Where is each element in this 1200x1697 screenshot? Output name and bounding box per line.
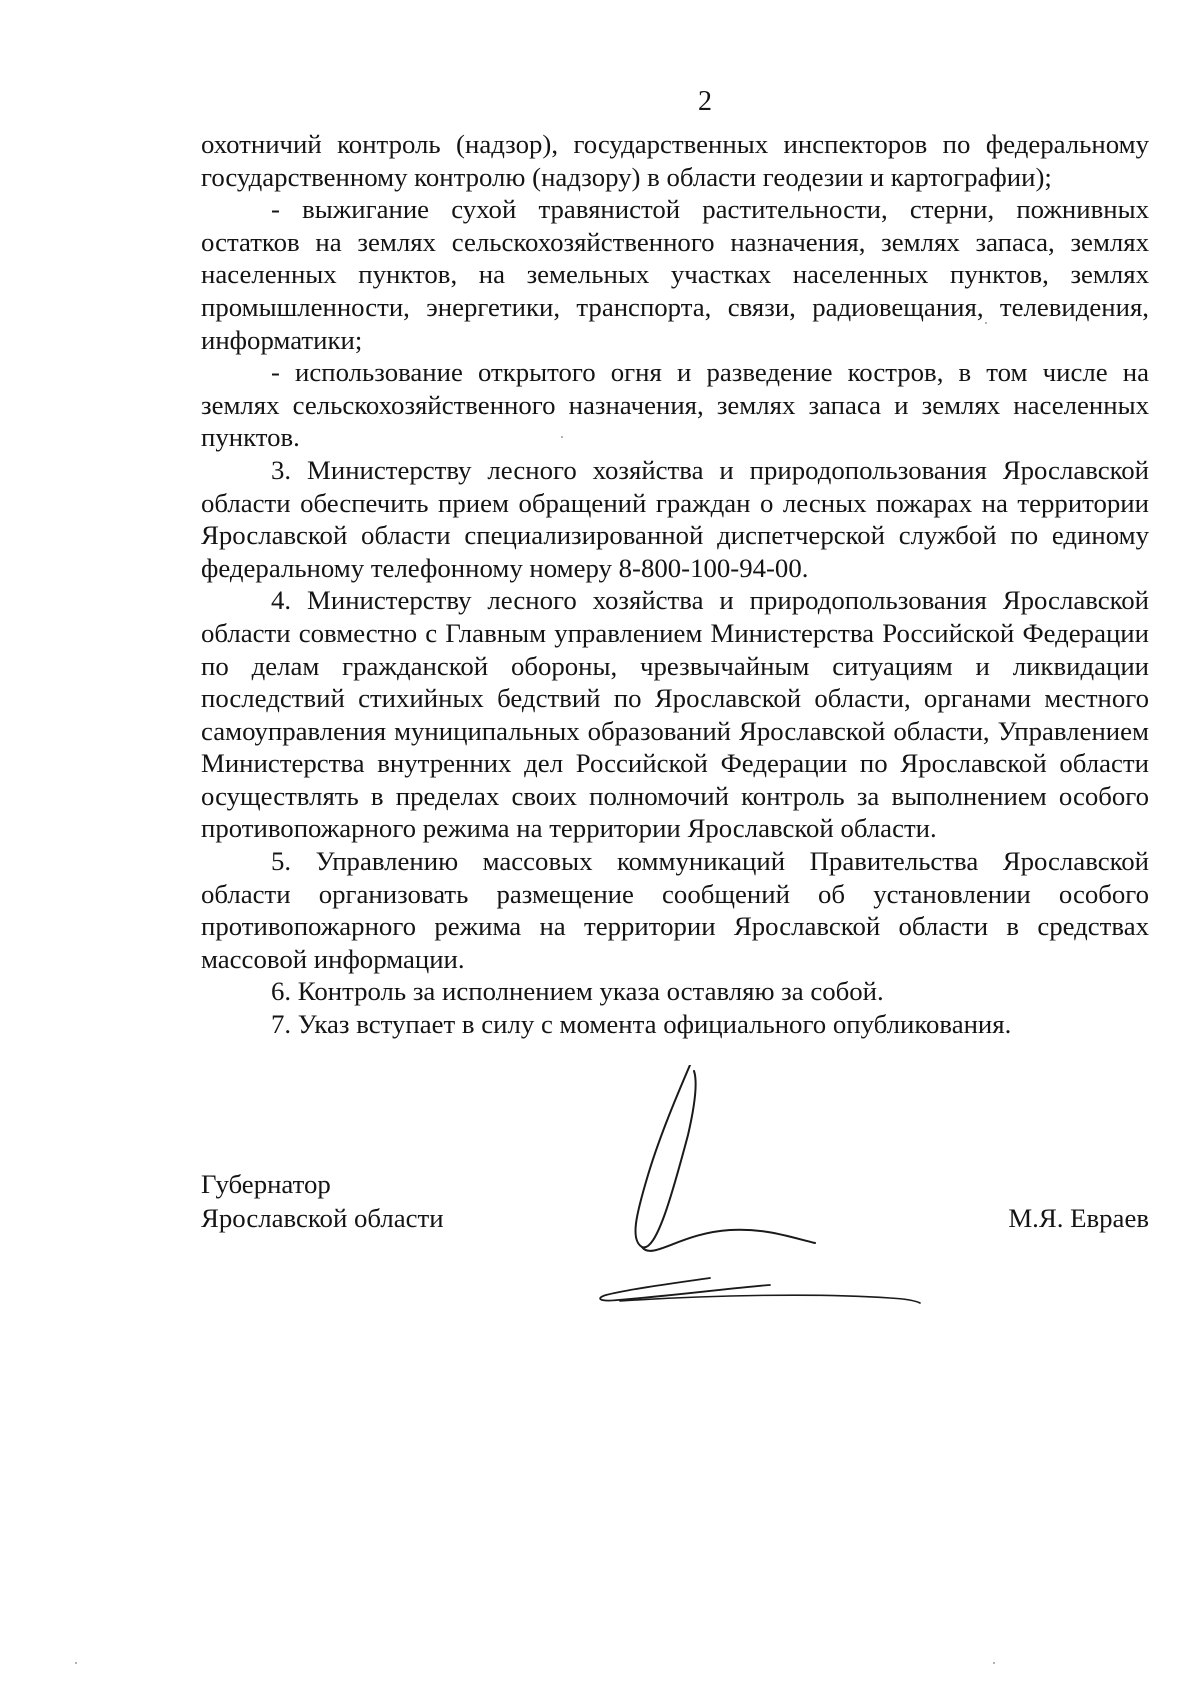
page-number: 2 bbox=[698, 86, 712, 117]
document-body bbox=[201, 128, 1149, 1041]
scan-speck bbox=[993, 1662, 995, 1664]
handwritten-signature bbox=[590, 1065, 980, 1320]
scan-speck bbox=[985, 322, 987, 324]
signatory-name: М.Я. Евраев bbox=[1008, 1203, 1149, 1233]
paragraph-item-5: 5. Управлению массовых коммуникаций Правительства Ярославской области организовать размещение сообщений об установлении особого противопожарного режима на территории Ярославской области в средствах массовой информации. bbox=[201, 846, 1149, 974]
paragraph-item-6: 6. Контроль за исполнением указа оставляю за собой. bbox=[271, 976, 884, 1007]
paragraph-item-3: 3. Министерству лесного хозяйства и природопользования Ярославской области обеспечить прием обращений граждан о лесных пожарах на территории Ярославской области специализированной диспетчерской службой по единому федеральному телефонному номеру 8-800-100-94-00. bbox=[201, 454, 1149, 583]
paragraph-burning-prohibition: - выжигание сухой травянистой растительности, стерни, пожнивных остатков на землях сельскохозяйственного назначения, землях запаса, землях населенных пунктов, на земельных участках населенных пунктов, землях промышленности, энергетики, транспорта, связи, радиовещания, телевидения, информатики; bbox=[201, 194, 1149, 355]
scan-speck bbox=[75, 1662, 77, 1664]
paragraph-open-fire-prohibition: - использование открытого огня и разведение костров, в том числе на землях сельскохозяйственного назначения, землях запаса и землях населенных пунктов. bbox=[201, 357, 1149, 453]
paragraph-item-7: 7. Указ вступает в силу с момента официального опубликования. bbox=[271, 1009, 1012, 1040]
paragraph-continuation: охотничий контроль (надзор), государственных инспекторов по федеральному государственному контролю (надзору) в области геодезии и картографии); bbox=[201, 129, 1149, 192]
paragraph-item-4: 4. Министерству лесного хозяйства и природопользования Ярославской области совместно с Главным управлением Министерства Российской Федерации по делам гражданской обороны, чрезвычайным ситуациям и ликвидации последствий стихийных бедствий по Ярославской области, органами местного самоуправления муниципальных образований Ярославской области, Управлением Министерства внутренних дел Российской Федерации по Ярославской области осуществлять в пределах своих полномочий контроль за выполнением особого противопожарного режима на территории Ярославской области. bbox=[201, 585, 1149, 844]
signatory-title-line-1: Губернатор bbox=[201, 1169, 331, 1199]
scan-speck bbox=[561, 436, 563, 438]
signatory-title-line-2: Ярославской области bbox=[201, 1203, 444, 1233]
